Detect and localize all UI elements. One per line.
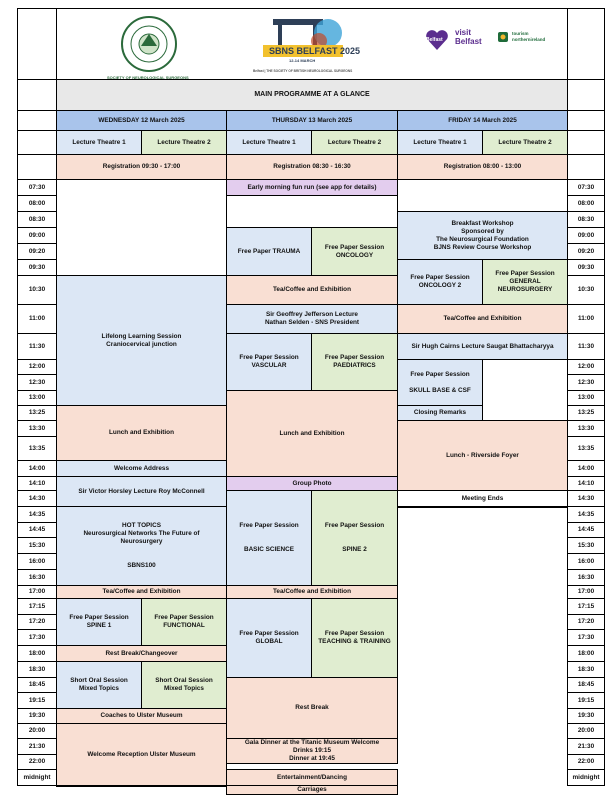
thu-tea-1: Tea/Coffee and Exhibition: [226, 275, 398, 305]
time-right: 08:00: [567, 195, 605, 212]
sbns-logo-sub: 12-14 MARCH: [289, 58, 316, 63]
thu-basic-science[interactable]: Free Paper Session BASIC SCIENCE: [226, 490, 312, 586]
blank-right: [567, 154, 605, 180]
time-left: 09:00: [17, 227, 57, 244]
tourism-ni-icon: [497, 31, 509, 43]
wed-spine1[interactable]: Free Paper Session SPINE 1: [56, 598, 142, 646]
thu-trauma[interactable]: Free Paper TRAUMA: [226, 227, 312, 276]
time-left: 14:35: [17, 506, 57, 523]
time-left: 13:35: [17, 436, 57, 461]
time-left: 17:15: [17, 598, 57, 615]
time-right: 13:35: [567, 436, 605, 461]
wed-lunch: Lunch and Exhibition: [56, 405, 227, 461]
time-right: 18:45: [567, 677, 605, 693]
fri-tea: Tea/Coffee and Exhibition: [397, 304, 568, 334]
wed-end: [56, 785, 227, 787]
time-left: 14:10: [17, 476, 57, 491]
time-right: 14:10: [567, 476, 605, 491]
time-left: 15:30: [17, 537, 57, 554]
visit-text: visit: [455, 28, 472, 37]
wed-horsley-lecture[interactable]: Sir Victor Horsley Lecture Roy McConnell: [56, 476, 227, 507]
wed-short-oral-1[interactable]: Short Oral Session Mixed Topics: [56, 661, 142, 709]
time-left: 13:00: [17, 390, 57, 406]
thu-lt1: Lecture Theatre 1: [226, 130, 312, 155]
fri-meeting-ends: Meeting Ends: [397, 490, 568, 507]
time-right: 18:00: [567, 645, 605, 662]
tourism-text: tourism: [512, 31, 529, 36]
time-right: 13:25: [567, 405, 605, 421]
time-right: 16:30: [567, 569, 605, 586]
thu-tea-2: Tea/Coffee and Exhibition: [226, 585, 398, 599]
wed-functional[interactable]: Free Paper Session FUNCTIONAL: [141, 598, 227, 646]
time-right: 17:15: [567, 598, 605, 615]
thu-gala-dinner[interactable]: Gala Dinner at the Titanic Museum Welcome Drinks 19:15 Dinner at 19:45: [226, 738, 398, 764]
blank-right: [567, 130, 605, 155]
thu-paediatrics[interactable]: Free Paper Session PAEDIATRICS: [311, 333, 398, 391]
society-seal-logo: [119, 14, 179, 74]
fri-cairns-lecture[interactable]: Sir Hugh Cairns Lecture Saugat Bhattacharyya: [397, 333, 568, 360]
time-left: 18:00: [17, 645, 57, 662]
fri-lt1: Lecture Theatre 1: [397, 130, 483, 155]
time-left: 13:25: [17, 405, 57, 421]
wed-rest-break: Rest Break/Changeover: [56, 645, 227, 662]
time-left: 18:30: [17, 661, 57, 678]
sbns-logo-text: SBNS BELFAST 2025: [269, 46, 361, 56]
time-left: 20:00: [17, 723, 57, 739]
programme-title: MAIN PROGRAMME AT A GLANCE: [56, 79, 568, 111]
fri-empty: [397, 179, 568, 212]
wed-hot-topics[interactable]: HOT TOPICS Neurosurgical Networks The Future of Neurosurgery SBNS100: [56, 506, 227, 586]
thu-teaching[interactable]: Free Paper Session TEACHING & TRAINING: [311, 598, 398, 678]
blank-right: [567, 110, 605, 131]
thu-registration: Registration 08:30 - 16:30: [226, 154, 398, 180]
wed-reception[interactable]: Welcome Reception Ulster Museum: [56, 723, 227, 786]
blank-right: [567, 79, 605, 111]
time-left: 09:20: [17, 243, 57, 260]
wed-welcome-address[interactable]: Welcome Address: [56, 460, 227, 477]
time-left: 19:30: [17, 708, 57, 724]
fri-general[interactable]: Free Paper Session GENERAL NEUROSURGERY: [482, 259, 568, 305]
fri-breakfast-workshop[interactable]: Breakfast Workshop Sponsored by The Neurosurgical Foundation BJNS Review Course Workshop: [397, 211, 568, 260]
time-right: midnight: [567, 769, 605, 786]
society-seal-text: SOCIETY OF NEUROLOGICAL SURGEONS: [107, 75, 189, 80]
time-right: 12:00: [567, 359, 605, 375]
thu-lunch: Lunch and Exhibition: [226, 390, 398, 477]
time-left: 11:00: [17, 304, 57, 334]
blank-left: [17, 154, 57, 180]
time-right: 14:00: [567, 460, 605, 477]
time-right: 09:00: [567, 227, 605, 244]
time-left: 08:00: [17, 195, 57, 212]
time-right: 09:30: [567, 259, 605, 276]
time-left: midnight: [17, 769, 57, 786]
time-right: 14:30: [567, 490, 605, 507]
time-right: 22:00: [567, 754, 605, 770]
thu-dancing: Entertainment/Dancing: [226, 769, 398, 786]
wed-short-oral-2[interactable]: Short Oral Session Mixed Topics: [141, 661, 227, 709]
time-right: 13:30: [567, 420, 605, 437]
wed-lt2: Lecture Theatre 2: [141, 130, 227, 155]
time-right: 19:30: [567, 708, 605, 724]
time-left: 22:00: [17, 754, 57, 770]
time-left: 14:45: [17, 522, 57, 538]
sbns-logo-caption: Belfast | THE SOCIETY OF BRITISH NEUROLOGICAL SURGEONS: [253, 69, 353, 73]
time-left: 19:15: [17, 692, 57, 709]
time-right: 16:00: [567, 553, 605, 570]
wed-lifelong-session[interactable]: Lifelong Learning Session Craniocervical junction: [56, 275, 227, 406]
belfast-heart-text: Belfast: [426, 37, 443, 43]
logo-banner: [56, 8, 568, 80]
time-right: 13:00: [567, 390, 605, 406]
time-left: 09:30: [17, 259, 57, 276]
time-left: 16:30: [17, 569, 57, 586]
thu-empty: [226, 195, 398, 228]
corner-header: [17, 8, 57, 80]
wed-coaches: Coaches to Ulster Museum: [56, 708, 227, 724]
time-left: 13:30: [17, 420, 57, 437]
day-friday: FRIDAY 14 March 2025: [397, 110, 568, 131]
time-right: 17:00: [567, 585, 605, 599]
time-right: 10:30: [567, 275, 605, 305]
blank-left: [17, 130, 57, 155]
corner-header-right: [567, 8, 605, 80]
day-wednesday: WEDNESDAY 12 March 2025: [56, 110, 227, 131]
time-right: 20:00: [567, 723, 605, 739]
time-left: 18:45: [17, 677, 57, 693]
thu-fun-run[interactable]: Early morning fun run (see app for details): [226, 179, 398, 196]
thu-lt2: Lecture Theatre 2: [311, 130, 398, 155]
fri-lunch: Lunch - Riverside Foyer: [397, 420, 568, 491]
wed-empty-morning: [56, 179, 227, 276]
thu-jefferson-lecture[interactable]: Sir Geoffrey Jefferson Lecture Nathan Selden - SNS President: [226, 304, 398, 334]
thu-global[interactable]: Free Paper Session GLOBAL: [226, 598, 312, 678]
blank-left: [17, 110, 57, 131]
time-right: 09:20: [567, 243, 605, 260]
time-right: 12:30: [567, 374, 605, 391]
visit-belfast-text: Belfast: [455, 37, 482, 46]
time-left: 14:00: [17, 460, 57, 477]
thu-oncology[interactable]: Free Paper Session ONCOLOGY: [311, 227, 398, 276]
fri-closing-remarks[interactable]: Closing Remarks: [397, 405, 483, 421]
time-left: 07:30: [17, 179, 57, 196]
time-right: 07:30: [567, 179, 605, 196]
time-left: 16:00: [17, 553, 57, 570]
fri-skull-base[interactable]: Free Paper Session SKULL BASE & CSF: [397, 359, 483, 406]
fri-lt2: Lecture Theatre 2: [482, 130, 568, 155]
time-left: 17:00: [17, 585, 57, 599]
time-right: 15:30: [567, 537, 605, 554]
wed-tea: Tea/Coffee and Exhibition: [56, 585, 227, 599]
time-right: 14:35: [567, 506, 605, 523]
time-right: 17:30: [567, 629, 605, 646]
thu-spine2[interactable]: Free Paper Session SPINE 2: [311, 490, 398, 586]
fri-oncology2[interactable]: Free Paper Session ONCOLOGY 2: [397, 259, 483, 305]
time-right: 08:30: [567, 211, 605, 228]
time-left: 17:20: [17, 614, 57, 630]
time-left: 11:30: [17, 333, 57, 360]
thu-vascular[interactable]: Free Paper Session VASCULAR: [226, 333, 312, 391]
time-left: 17:30: [17, 629, 57, 646]
time-left: 12:30: [17, 374, 57, 391]
time-right: 17:20: [567, 614, 605, 630]
time-right: 19:15: [567, 692, 605, 709]
northern-ireland-text: northernireland: [512, 37, 546, 42]
fri-empty-2: [482, 359, 568, 421]
time-right: 18:30: [567, 661, 605, 678]
time-right: 11:30: [567, 333, 605, 360]
time-left: 10:30: [17, 275, 57, 305]
fri-empty-end: [397, 506, 568, 508]
time-right: 21:30: [567, 738, 605, 755]
time-right: 14:45: [567, 522, 605, 538]
time-left: 12:00: [17, 359, 57, 375]
time-right: 11:00: [567, 304, 605, 334]
time-left: 21:30: [17, 738, 57, 755]
time-left: 08:30: [17, 211, 57, 228]
thu-group-photo: Group Photo: [226, 476, 398, 491]
wed-lt1: Lecture Theatre 1: [56, 130, 142, 155]
time-left: 14:30: [17, 490, 57, 507]
day-thursday: THURSDAY 13 March 2025: [226, 110, 398, 131]
thu-carriages: Carriages: [226, 785, 398, 795]
thu-rest-break: Rest Break: [226, 677, 398, 739]
blank-left: [17, 79, 57, 111]
wed-registration: Registration 09:30 - 17:00: [56, 154, 227, 180]
fri-registration: Registration 08:00 - 13:00: [397, 154, 568, 180]
